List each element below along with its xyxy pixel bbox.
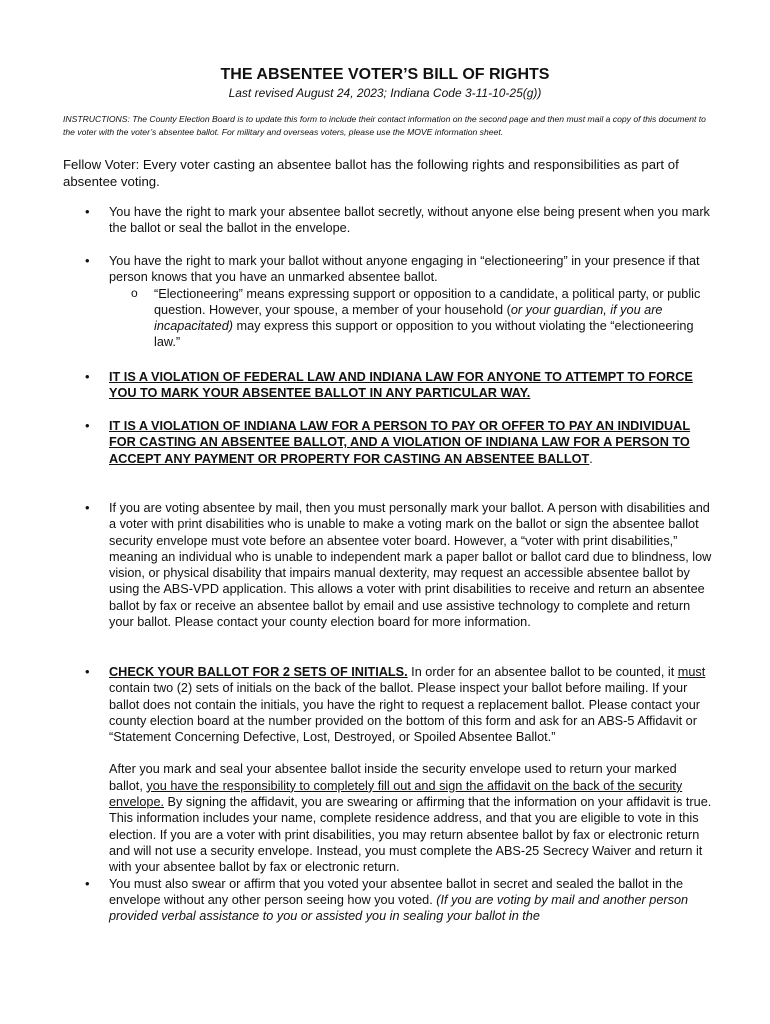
- bullet-item-federal-law: [63, 369, 713, 402]
- bullet-text: If you are voting absentee by mail, then you must personally mark your ballot. A person with disabilities and a voter with print disabilities who is unable to make a voting mark on the ballot or sign the absentee ballot security envelope must vote before an absentee voter board. However, a “voter with print disabilities,” meaning an individual who is unable to independent mark a paper ballot or ballot card due to blindness, low vision, or physical disability that impairs manual dexterity, may request an accessible absentee ballot by using the ABS-VPD application. This allows a voter with print disabilities to receive and return an absentee ballot by fax or receive an absentee ballot by email and use assistive technology to complete and return your ballot. Please contact your county election board for more information.: [109, 501, 712, 630]
- bullet-marker: •: [85, 418, 90, 433]
- intro-paragraph: Fellow Voter: Every voter casting an absentee ballot has the following rights and responsibilities as part of absentee voting.: [63, 157, 679, 189]
- bullet-marker: •: [85, 500, 90, 515]
- sub-text-italic: or your guardian, if you are incapacitated): [154, 302, 663, 334]
- bullet-text: You must also swear or affirm that you voted your absentee ballot in secret and sealed the ballot in the envelope without any other person seeing how you voted.: [109, 876, 684, 907]
- bullet-item-payment-violation: [63, 418, 713, 467]
- rights-list-1: [63, 204, 713, 237]
- bullet-text: You have the right to mark your ballot without anyone engaging in “electioneering” in your presence if that person knows that you have an unmarked absentee ballot.: [109, 254, 700, 285]
- bullet-text-italic: (If you are voting by mail and another person provided verbal assistance to you or assisted you in sealing your ballot in the: [109, 892, 689, 924]
- rights-list-4: [63, 418, 713, 467]
- page-subtitle: Last revised August 24, 2023; Indiana Code 3-11-10-25(g)): [228, 86, 542, 100]
- rights-list-3: [63, 369, 713, 402]
- bullet-marker: •: [85, 875, 90, 891]
- bullet-item-secret-ballot: [63, 204, 713, 237]
- bullet-marker: •: [85, 253, 90, 268]
- page-title: THE ABSENTEE VOTER’S BILL OF RIGHTS: [220, 66, 550, 83]
- instructions-text: INSTRUCTIONS: The County Election Board is to update this form to include their contact information on the second page and then must mail a copy of this document to the voter with the voter’s absentee ballot. For military and overseas voters, please use the MOVE information sheet.: [63, 114, 706, 137]
- bullet-item-swear-affirm: [63, 876, 713, 925]
- bullet-item-electioneering: [63, 253, 713, 351]
- rights-list-6: [63, 664, 713, 924]
- sub-text-a: “Electioneering” means expressing support or opposition to a candidate, a political party, or public question. However, your spouse, a member of your household (: [154, 286, 701, 317]
- bullet-heading: CHECK YOUR BALLOT FOR 2 SETS OF INITIALS.: [109, 665, 408, 679]
- bullet-text-b: contain two (2) sets of initials on the back of the ballot. Please inspect your ballot before mailing. If your ballot does not contain the initials, you have the right to request a replacement ballot. Please contact your county election board at the number provided on the bottom of this form and ask for an ABS-5 Affidavit or “Statement Concerning Defective, Lost, Destroyed, or Spoiled Absentee Ballot.”: [109, 681, 701, 745]
- paragraph-2-b: By signing the affidavit, you are swearing or affirming that the information on your affidavit is true. This information includes your name, complete residence address, and that you are eligible to vote in this election. If you are a voter with print disabilities, you may return absentee ballot by fax or electronic return and will not use a security envelope. Instead, you must complete the ABS-25 Secrecy Waiver and return it with your absentee ballot by fax or electronic return.: [109, 795, 712, 875]
- paragraph-2-underlined: you have the responsibility to completely fill out and sign the affidavit on the back of the security envelope.: [109, 778, 683, 810]
- rights-list-5: [63, 500, 713, 630]
- bullet-text-must: must: [677, 665, 706, 679]
- paragraph-2-a: After you mark and seal your absentee ballot inside the security envelope used to return your marked ballot,: [109, 762, 677, 793]
- bullet-item-check-initials: [63, 664, 713, 876]
- sub-item-electioneering-definition: [109, 286, 713, 351]
- bullet-text: You have the right to mark your absentee ballot secretly, without anyone else being present when you mark the ballot or seal the ballot in the envelope.: [109, 205, 710, 236]
- bullet-marker: •: [85, 369, 90, 384]
- rights-list-2: [63, 253, 713, 351]
- bullet-marker: •: [85, 204, 90, 219]
- sub-bullet-marker: o: [131, 285, 138, 300]
- bullet-text-bold: IT IS A VIOLATION OF FEDERAL LAW AND INDIANA LAW FOR ANYONE TO ATTEMPT TO FORCE YOU TO MARK YOUR ABSENTEE BALLOT IN ANY PARTICULAR WAY.: [109, 370, 693, 401]
- bullet-text-bold: IT IS A VIOLATION OF INDIANA LAW FOR A PERSON TO PAY OR OFFER TO PAY AN INDIVIDUAL FOR CASTING AN ABSENTEE BALLOT, AND A VIOLATION OF INDIANA LAW FOR A PERSON TO ACCEPT ANY PAYMENT OR PROPERTY FOR CASTING AN ABSENTEE BALLOT: [109, 419, 691, 466]
- bullet-item-mail-voting: [63, 500, 713, 630]
- bullet-marker: •: [85, 664, 90, 679]
- bullet-text-a: In order for an absentee ballot to be counted, it: [407, 665, 678, 679]
- bullet-text-period: .: [589, 451, 593, 466]
- sub-text-b: may express this support or opposition to you without violating the “electioneering law.”: [154, 319, 694, 350]
